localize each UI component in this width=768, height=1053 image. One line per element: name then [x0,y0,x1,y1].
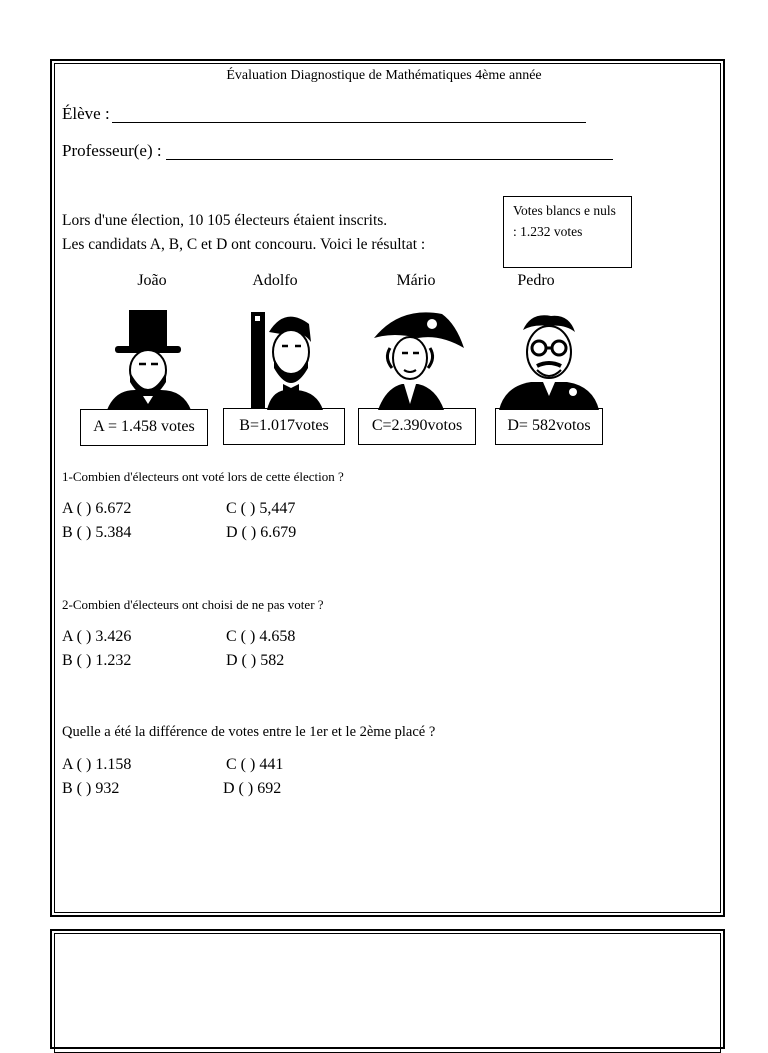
question-3: Quelle a été la différence de votes entre le 1er et le 2ème placé ? [62,724,436,740]
student-name-line [112,122,586,123]
q1-option-a[interactable]: A ( ) 6.672 [62,500,132,517]
tricorn-hat-man-icon [370,308,466,410]
next-page-border-inner [54,933,721,1053]
q3-option-a[interactable]: A ( ) 1.158 [62,756,132,773]
q2-option-c[interactable]: C ( ) 4.658 [226,628,296,645]
teacher-name-field[interactable] [62,141,162,161]
intro-line-2: Les candidats A, B, C et D ont concouru. Voici le résultat : [62,236,426,253]
top-hat-bearded-man-icon [105,308,195,410]
candidate-name-adolfo: Adolfo [252,272,298,289]
votes-box-b: B=1.017votes [223,408,345,445]
q2-option-b[interactable]: B ( ) 1.232 [62,652,132,669]
q1-option-c[interactable]: C ( ) 5,447 [226,500,296,517]
q1-option-d[interactable]: D ( ) 6.679 [226,524,297,541]
candidate-name-mario: Mário [396,272,436,289]
q3-option-b[interactable]: B ( ) 932 [62,780,120,797]
q1-option-b[interactable]: B ( ) 5.384 [62,524,132,541]
bearded-man-bowtie-icon [249,308,327,410]
student-label: Élève : [62,104,110,123]
q2-option-a[interactable]: A ( ) 3.426 [62,628,132,645]
candidate-name-joao: João [137,272,167,289]
man-with-glasses-icon [497,312,601,410]
candidate-name-pedro: Pedro [517,272,555,289]
votes-box-d: D= 582votos [495,408,603,445]
question-1: 1-Combien d'électeurs ont voté lors de cette élection ? [62,469,344,484]
blank-votes-box: Votes blancs e nuls : 1.232 votes [503,196,632,268]
q2-option-d[interactable]: D ( ) 582 [226,652,285,669]
q3-option-c[interactable]: C ( ) 441 [226,756,284,773]
student-name-field[interactable] [62,104,110,124]
page-border-inner [54,63,721,913]
page-title: Évaluation Diagnostique de Mathématiques 4ème année [226,68,542,83]
teacher-name-line [166,159,613,160]
teacher-label: Professeur(e) : [62,141,162,160]
question-2: 2-Combien d'électeurs ont choisi de ne pas voter ? [62,597,324,612]
votes-box-a: A = 1.458 votes [80,409,208,446]
intro-line-1: Lors d'une élection, 10 105 électeurs étaient inscrits. [62,212,388,229]
q3-option-d[interactable]: D ( ) 692 [223,780,282,797]
votes-box-c: C=2.390votos [358,408,476,445]
